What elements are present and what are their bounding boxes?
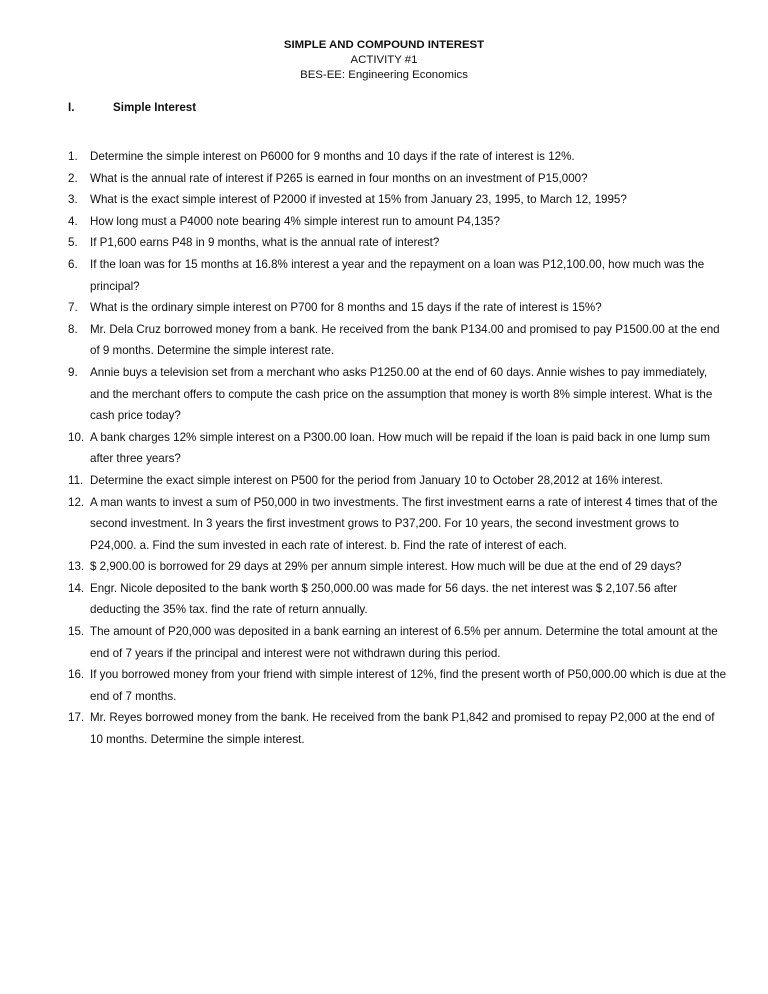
problem-list xyxy=(68,146,728,751)
problem-text: Determine the exact simple interest on P500 for the period from January 10 to October 28,2012 at 16% interest. xyxy=(90,473,663,487)
course-label: BES-EE: Engineering Economics xyxy=(300,69,468,81)
problem-item xyxy=(68,470,728,492)
problem-item xyxy=(68,578,728,621)
problem-item xyxy=(68,319,728,362)
problem-number: 14. xyxy=(68,581,85,595)
problem-item xyxy=(68,189,728,211)
problem-number: 3. xyxy=(68,193,78,207)
problem-text: Engr. Nicole deposited to the bank worth $ 250,000.00 was made for 56 days. the net interest was $ 2,107.56 after deducting the 35% tax. find the rate of return annually. xyxy=(90,581,678,617)
problem-number: 10. xyxy=(68,430,85,444)
problem-item xyxy=(68,492,728,557)
problem-item xyxy=(68,664,728,707)
problem-text: Annie buys a television set from a merchant who asks P1250.00 at the end of 60 days. Annie wishes to pay immediately, and the merchant offers to compute the cash price on the assumption that money is worth 8% simple interest. What is the cash price today? xyxy=(90,365,713,423)
problem-text: Mr. Reyes borrowed money from the bank. He received from the bank P1,842 and promised to repay P2,000 at the end of 10 months. Determine the simple interest. xyxy=(90,711,715,747)
problem-text: $ 2,900.00 is borrowed for 29 days at 29% per annum simple interest. How much will be due at the end of 29 days? xyxy=(90,560,682,574)
problem-number: 13. xyxy=(68,560,85,574)
problem-number: 9. xyxy=(68,365,78,379)
problem-item xyxy=(68,427,728,470)
problem-number: 2. xyxy=(68,171,78,185)
problem-item xyxy=(68,211,728,233)
problem-number: 12. xyxy=(68,495,85,509)
problem-item xyxy=(68,297,728,319)
problem-text: What is the annual rate of interest if P265 is earned in four months on an investment of P15,000? xyxy=(90,171,588,185)
section-heading xyxy=(68,100,196,115)
problem-text: What is the ordinary simple interest on P700 for 8 months and 15 days if the rate of interest is 15%? xyxy=(90,301,602,315)
problem-item xyxy=(68,146,728,168)
problem-text: What is the exact simple interest of P2000 if invested at 15% from January 23, 1995, to March 12, 1995? xyxy=(90,193,627,207)
problem-number: 15. xyxy=(68,625,85,639)
problem-text: The amount of P20,000 was deposited in a bank earning an interest of 6.5% per annum. Determine the total amount at the end of 7 years if the principal and interest were not withdrawn during this period. xyxy=(90,625,718,660)
problem-number: 16. xyxy=(68,668,85,682)
problem-text: If you borrowed money from your friend with simple interest of 12%, find the present worth of P50,000.00 which is due at the end of 7 months. xyxy=(90,668,727,703)
problem-text: A man wants to invest a sum of P50,000 in two investments. The first investment earns a rate of interest 4 times that of the second investment. In 3 years the first investment grows to P37,200. For 10 years, the second investment grows to P24,000. a. Find the sum invested in each rate of interest. b. Find the rate of interest of each. xyxy=(90,495,718,552)
problem-item xyxy=(68,362,728,427)
problem-number: 4. xyxy=(68,214,78,228)
problem-text: If the loan was for 15 months at 16.8% interest a year and the repayment on a loan was P12,100.00, how much was the principal? xyxy=(90,257,705,293)
section-title: Simple Interest xyxy=(113,101,197,114)
document-header xyxy=(0,38,768,83)
problem-item xyxy=(68,232,728,254)
problem-item xyxy=(68,707,728,750)
problem-number: 1. xyxy=(68,150,78,163)
problem-number: 6. xyxy=(68,257,78,271)
activity-label: ACTIVITY #1 xyxy=(350,54,418,66)
problem-item xyxy=(68,556,728,578)
section-number: I. xyxy=(68,101,75,114)
problem-item xyxy=(68,254,728,297)
problem-text: Determine the simple interest on P6000 for 9 months and 10 days if the rate of interest is 12%. xyxy=(90,150,575,163)
problem-text: If P1,600 earns P48 in 9 months, what is the annual rate of interest? xyxy=(90,236,440,250)
problem-text: How long must a P4000 note bearing 4% simple interest run to amount P4,135? xyxy=(90,214,500,228)
problem-item xyxy=(68,168,728,190)
problem-number: 17. xyxy=(68,711,85,725)
document-title: SIMPLE AND COMPOUND INTEREST xyxy=(283,39,485,51)
problem-number: 7. xyxy=(68,301,78,315)
problem-number: 5. xyxy=(68,236,78,250)
problem-item xyxy=(68,621,728,664)
problem-text: A bank charges 12% simple interest on a P300.00 loan. How much will be repaid if the loan is paid back in one lump sum after three years? xyxy=(90,430,710,466)
problem-number: 11. xyxy=(68,473,84,487)
problem-number: 8. xyxy=(68,322,78,336)
problem-text: Mr. Dela Cruz borrowed money from a bank. He received from the bank P134.00 and promised to pay P1500.00 at the end of 9 months. Determine the simple interest rate. xyxy=(90,322,720,358)
